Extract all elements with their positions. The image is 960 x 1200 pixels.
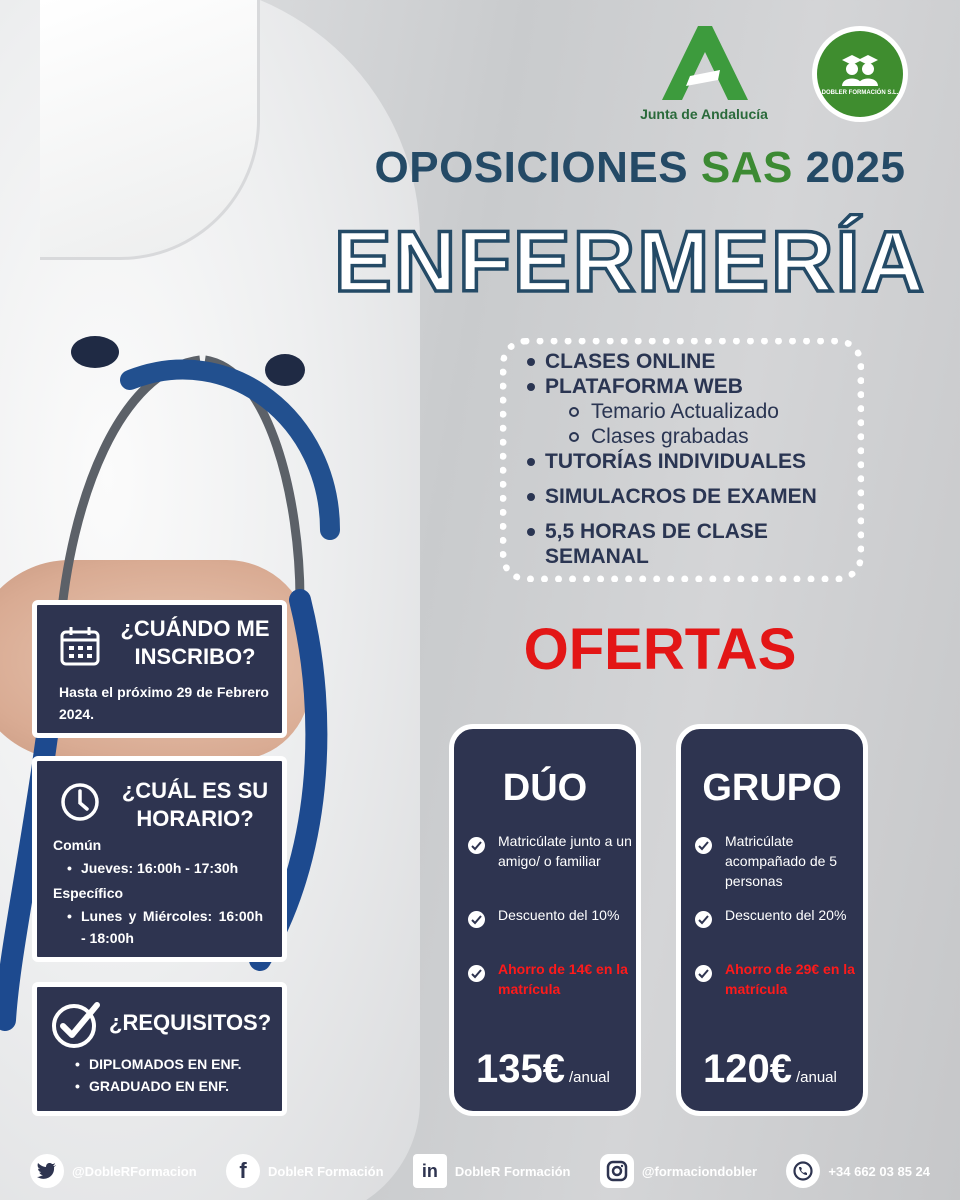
title-sas: SAS [700, 143, 793, 192]
page-title [340, 143, 940, 193]
requirements-title: ¿REQUISITOS? [109, 1010, 272, 1035]
linkedin-link[interactable] [413, 1154, 571, 1188]
requirement-item: • GRADUADO EN ENF. [73, 1075, 283, 1097]
junta-label: Junta de Andalucía [640, 106, 768, 122]
main-title-text: ENFERMERÍA [334, 214, 926, 303]
facebook-handle: DobleR Formación [267, 1163, 384, 1179]
schedule-card [32, 756, 287, 962]
schedule-common-label: Común [53, 837, 102, 853]
price-unit: /anual [795, 1069, 837, 1086]
schedule-specific-item: • Lunes y Miércoles: 16:00h - 18:00h [65, 905, 263, 949]
check-icon [468, 837, 485, 854]
facebook-link[interactable] [226, 1154, 384, 1188]
pricing-name: DÚO [502, 767, 588, 809]
feature-item: SIMULACROS DE EXAMEN [523, 484, 863, 509]
pricing-amount [703, 1047, 837, 1092]
whatsapp-link[interactable] [786, 1154, 930, 1188]
enrollment-text: Hasta el próximo 29 de Febrero 2024. [59, 684, 269, 722]
check-icon [468, 911, 485, 928]
feature-item: PLATAFORMA WEB [523, 374, 863, 399]
feature-item: 5,5 HORAS DE CLASE SEMANAL [523, 519, 863, 569]
dobler-logo-text: DOBLER FORMACIÓN S.L. [821, 90, 899, 96]
pricing-feature: Descuento del 20% [695, 905, 859, 925]
price-value: 120€ [703, 1047, 792, 1091]
requirement-item: • DIPLOMADOS EN ENF. [73, 1053, 283, 1075]
enrollment-title: ¿CUÁNDO ME INSCRIBO? [120, 616, 270, 669]
price-value: 135€ [476, 1047, 565, 1091]
title-year: 2025 [805, 143, 906, 192]
instagram-handle: @formaciondobler [641, 1163, 758, 1179]
dobler-logo [812, 26, 908, 122]
enrollment-card [32, 600, 287, 738]
title-prefix: OPOSICIONES [374, 143, 689, 192]
feature-subitem: Clases grabadas [523, 424, 863, 449]
check-circle-icon [49, 997, 103, 1051]
linkedin-handle: DobleR Formación [454, 1163, 571, 1179]
check-icon [695, 837, 712, 854]
main-title [320, 213, 940, 303]
twitter-handle: @DobleRFormacion [72, 1163, 197, 1179]
pricing-feature: Descuento del 10% [468, 905, 632, 925]
schedule-title: ¿CUÁL ES SU HORARIO? [121, 778, 269, 831]
features-box [500, 338, 864, 582]
check-icon [695, 911, 712, 928]
facebook-icon: f [226, 1154, 260, 1188]
calendar-icon [59, 625, 101, 667]
whatsapp-icon [786, 1154, 820, 1188]
pricing-feature: Ahorro de 29€ en la matrícula [695, 959, 859, 999]
schedule-specific-label: Específico [53, 885, 124, 901]
check-icon [695, 965, 712, 982]
pricing-card-duo [449, 724, 641, 1116]
pricing-card-grupo [676, 724, 868, 1116]
pricing-amount [476, 1047, 610, 1092]
instagram-link[interactable] [600, 1154, 757, 1188]
pricing-feature: Matricúlate junto a un amigo/ o familiar [468, 831, 632, 871]
twitter-link[interactable] [30, 1154, 197, 1188]
pricing-feature: Matricúlate acompañado de 5 personas [695, 831, 859, 891]
schedule-common-item: • Jueves: 16:00h - 17:30h [65, 857, 275, 879]
twitter-icon [30, 1154, 64, 1188]
junta-logo [628, 22, 780, 132]
ofertas-heading: OFERTAS [523, 617, 797, 682]
junta-a-icon [654, 22, 754, 102]
social-footer [0, 1146, 960, 1196]
whatsapp-number: +34 662 03 85 24 [828, 1163, 930, 1179]
clock-icon [59, 781, 101, 823]
feature-item: TUTORÍAS INDIVIDUALES [523, 449, 863, 474]
linkedin-icon: in [413, 1154, 447, 1188]
pricing-name: GRUPO [702, 767, 842, 809]
instagram-icon [600, 1154, 634, 1188]
graduates-icon [838, 52, 882, 88]
requirements-card [32, 982, 287, 1116]
feature-item: CLASES ONLINE [523, 349, 863, 374]
price-unit: /anual [568, 1069, 610, 1086]
feature-subitem: Temario Actualizado [523, 399, 863, 424]
check-icon [468, 965, 485, 982]
pricing-feature: Ahorro de 14€ en la matrícula [468, 959, 632, 999]
